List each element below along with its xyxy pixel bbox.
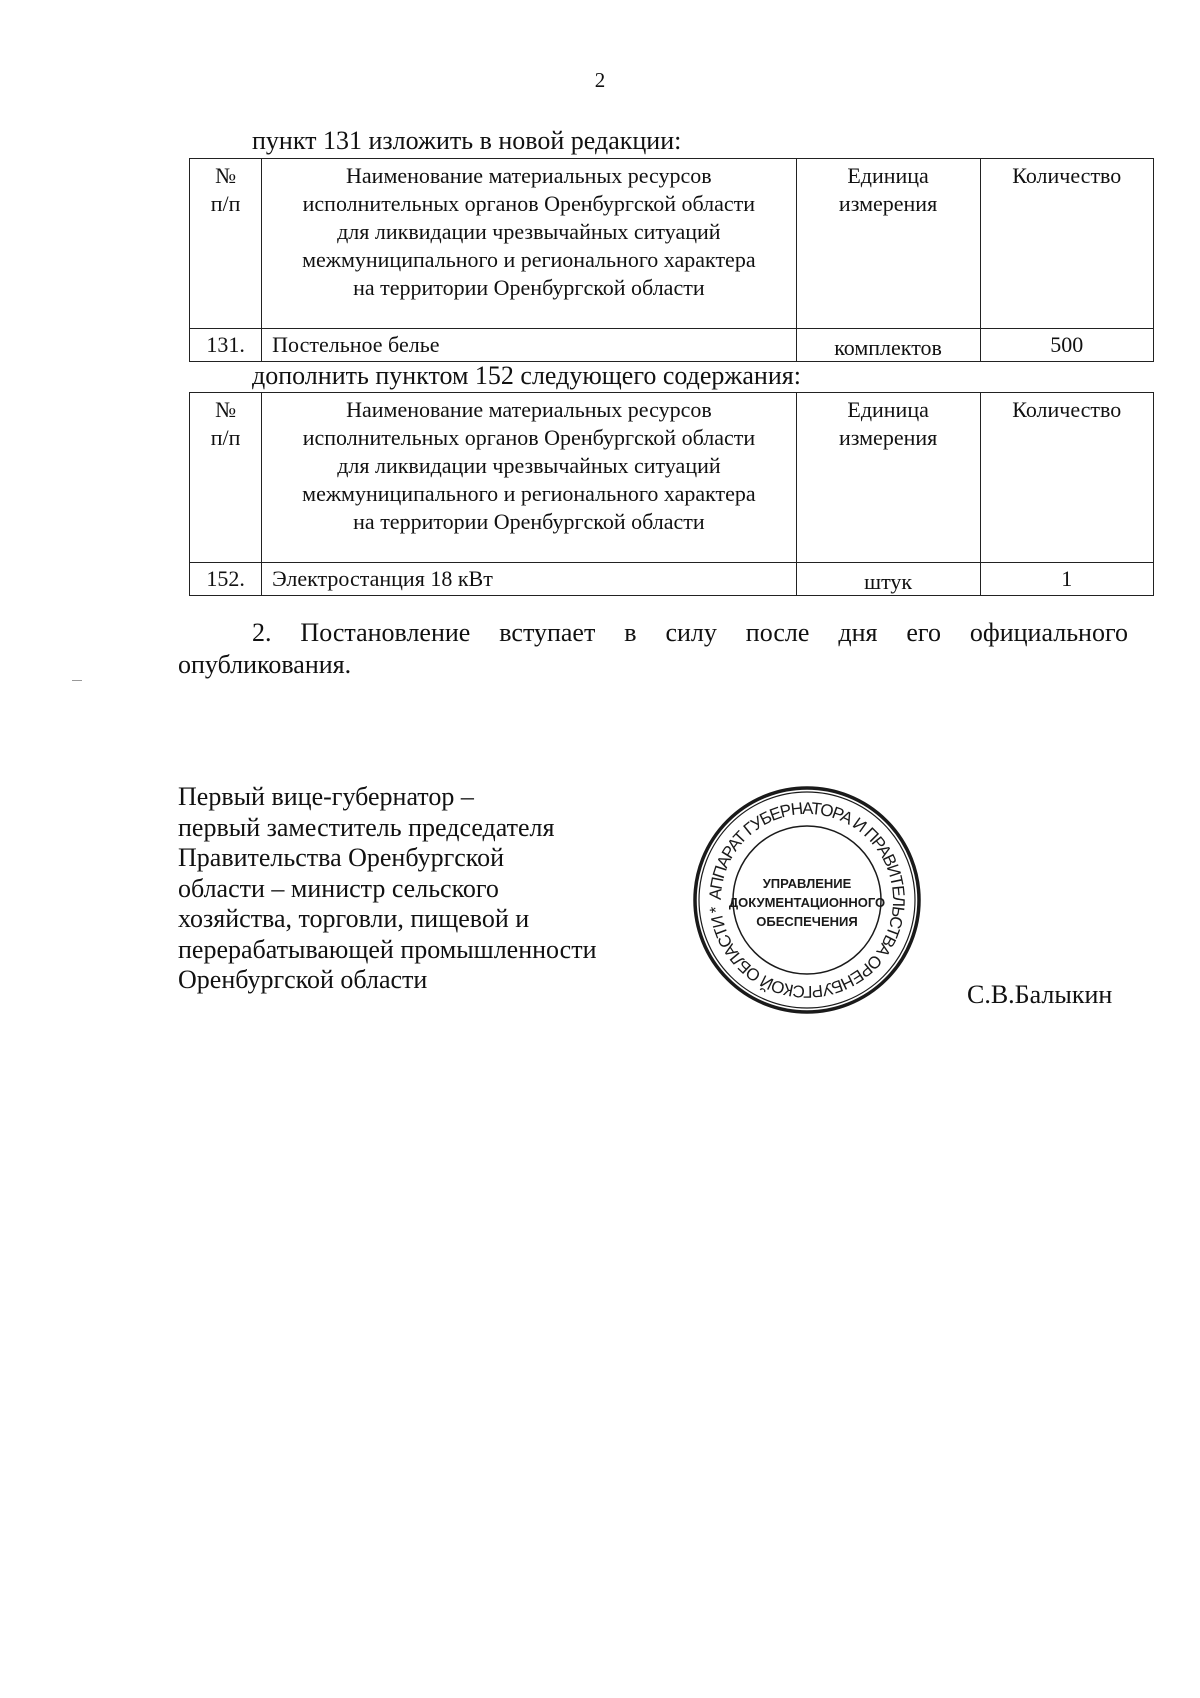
header-name-line: для ликвидации чрезвычайных ситуаций — [337, 219, 721, 244]
signatory-name: С.В.Балыкин — [967, 980, 1113, 1009]
signatory-title-line: перерабатывающей промышленности — [178, 934, 597, 964]
seal-center-line: УПРАВЛЕНИЕ — [762, 876, 852, 891]
signatory-title-line: области – министр сельского — [178, 873, 499, 903]
header-num-line: № — [215, 163, 237, 188]
header-unit-line: измерения — [838, 425, 938, 450]
paragraph-2: 2. Постановление вступает в силу после дня его официального опубликования. — [178, 618, 1128, 679]
row-name-cell: Постельное белье — [262, 329, 796, 362]
header-name-line: Наименование материальных ресурсов — [346, 397, 712, 422]
signatory-title-line: первый заместитель председателя — [178, 812, 555, 842]
header-num-line: п/п — [210, 191, 241, 216]
row-name-cell: Электростанция 18 кВт — [262, 563, 797, 596]
seal-graphic — [692, 785, 922, 1015]
header-name-line: для ликвидации чрезвычайных ситуаций — [337, 453, 721, 478]
header-name-line: межмуниципального и регионального характера — [302, 247, 756, 272]
amendment-2-intro: дополнить пунктом 152 следующего содержания: — [252, 361, 801, 390]
header-name-line: Наименование материальных ресурсов — [346, 163, 712, 188]
header-name-line: исполнительных органов Оренбургской области — [302, 191, 756, 216]
row-num-cell: 152. — [190, 563, 262, 596]
seal-center-line: ОБЕСПЕЧЕНИЯ — [756, 914, 858, 929]
row-unit-cell: комплектов — [796, 329, 980, 362]
page-number: 2 — [594, 68, 606, 92]
table-header-row — [190, 159, 1154, 329]
header-unit-line: Единица — [847, 397, 929, 422]
table-row — [190, 329, 1154, 362]
amendment-2-table — [189, 392, 1154, 596]
row-qty-cell: 1 — [980, 563, 1153, 596]
header-num-cell — [190, 159, 262, 329]
header-name-cell — [262, 159, 796, 329]
header-num-cell — [190, 393, 262, 563]
header-unit-line: измерения — [838, 191, 938, 216]
scan-artifact — [72, 680, 82, 681]
row-qty-cell: 500 — [980, 329, 1153, 362]
header-name-line: межмуниципального и регионального характера — [302, 481, 756, 506]
header-name-line: на территории Оренбургской области — [353, 509, 705, 534]
official-seal-stamp — [692, 785, 922, 1015]
header-name-cell — [262, 393, 797, 563]
signatory-title-line: Первый вице-губернатор – — [178, 782, 474, 811]
row-num-cell: 131. — [190, 329, 262, 362]
table-row — [190, 563, 1154, 596]
header-num-line: п/п — [210, 425, 241, 450]
header-unit-cell — [796, 159, 980, 329]
seal-ring-text: АППАРАТ ГУБЕРНАТОРА И ПРАВИТЕЛЬСТВА ОРЕНБУРГСКОЙ ОБЛАСТИ * — [705, 798, 909, 1002]
row-unit-cell: штук — [796, 563, 980, 596]
header-name-line: исполнительных органов Оренбургской области — [302, 425, 756, 450]
table-header-row — [190, 393, 1154, 563]
signatory-title-line: хозяйства, торговли, пищевой и — [178, 904, 530, 933]
signatory-title-line: Оренбургской области — [178, 965, 428, 994]
header-qty-cell: Количество — [980, 159, 1153, 329]
header-unit-line: Единица — [847, 163, 929, 188]
header-unit-cell — [796, 393, 980, 563]
amendment-1-table — [189, 158, 1154, 362]
header-qty-cell: Количество — [980, 393, 1153, 563]
seal-center-line: ДОКУМЕНТАЦИОННОГО — [728, 895, 886, 910]
header-name-line: на территории Оренбургской области — [353, 275, 705, 300]
signatory-title — [178, 782, 597, 996]
signatory-title-line: Правительства Оренбургской — [178, 843, 505, 872]
header-num-line: № — [215, 397, 237, 422]
amendment-1-intro: пункт 131 изложить в новой редакции: — [252, 126, 682, 155]
